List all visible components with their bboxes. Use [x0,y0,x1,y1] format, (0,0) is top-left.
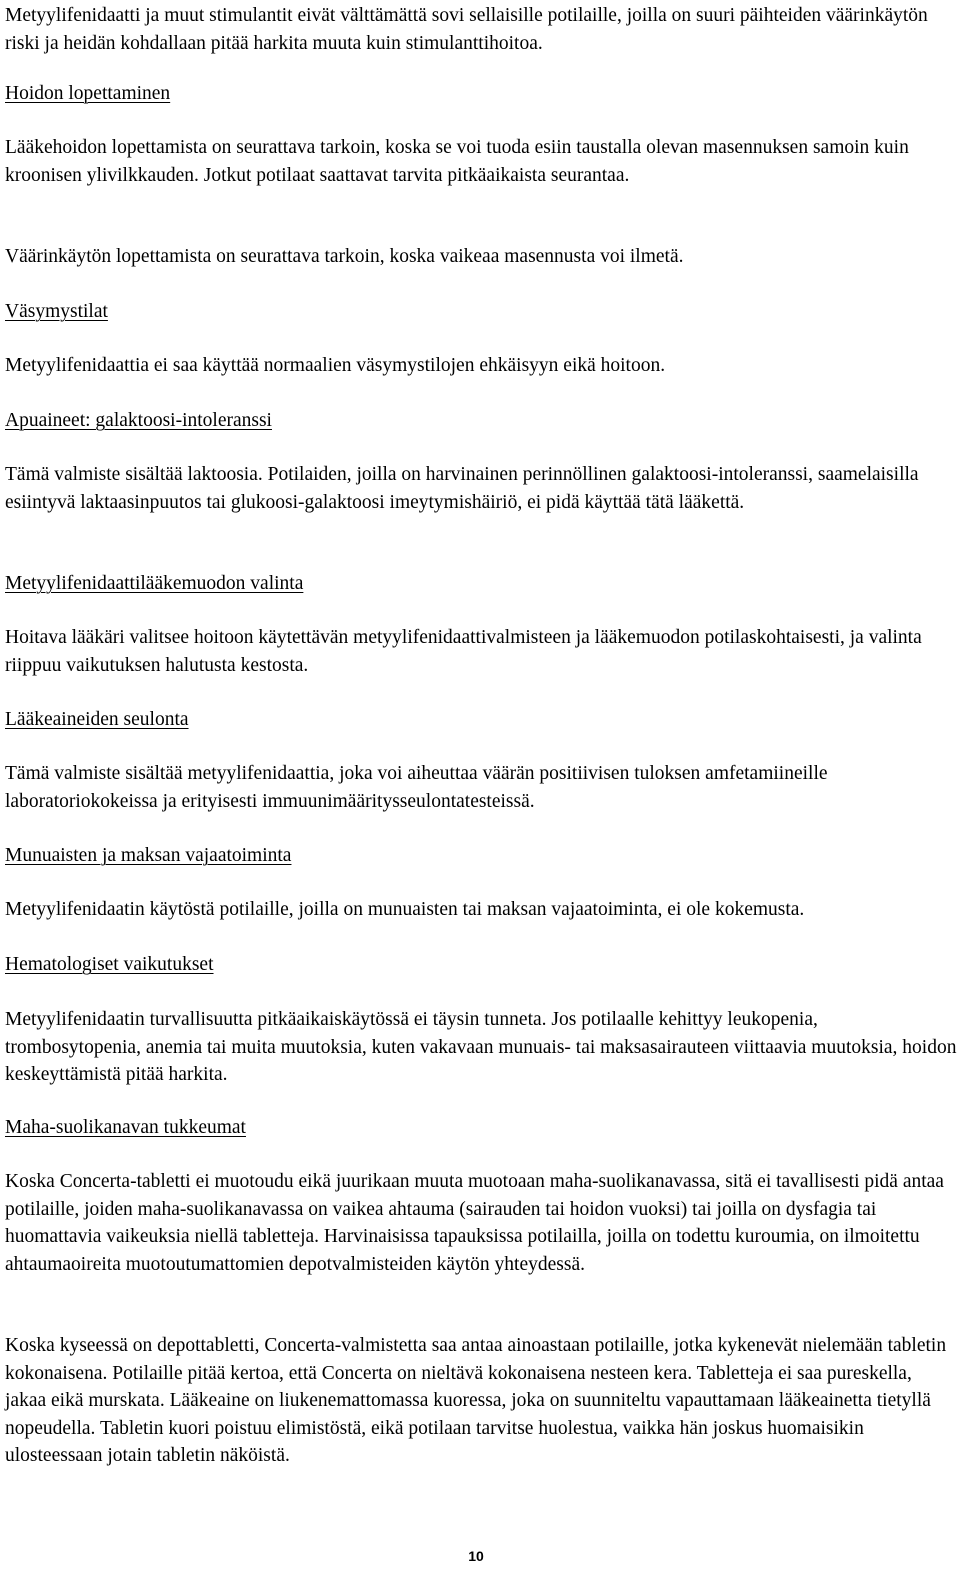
section-heading-apuaineet: Apuaineet: galaktoosi-intoleranssi [5,410,272,431]
paragraph-hoidon-lopettaminen-2: Väärinkäytön lopettamista on seurattava tarkoin, koska vaikeaa masennusta voi ilmetä. [5,246,684,267]
section-heading-hematologiset: Hematologiset vaikutukset [5,954,214,975]
paragraph-munuaisten-ja-maksan: Metyylifenidaatin käytöstä potilaille, joilla on munuaisten tai maksan vajaatoiminta, ei ole kokemusta. [5,899,805,920]
page-number: 10 [468,1548,484,1564]
section-heading-munuaisten-ja-maksan: Munuaisten ja maksan vajaatoiminta [5,845,292,866]
paragraph-vasymystilat: Metyylifenidaattia ei saa käyttää normaalien väsymystilojen ehkäisyyn eikä hoitoon. [5,355,666,376]
section-heading-laakemuodon-valinta: Metyylifenidaattilääkemuodon valinta [5,573,304,594]
paragraph-laakeaineiden-seulonta: Tämä valmiste sisältää metyylifenidaattia, joka voi aiheuttaa väärän positiivisen tuloksen amfetamiineille laboratoriokokeissa ja erityisesti immuunimääritysseulontatesteissä. [5,763,828,812]
paragraph-hematologiset: Metyylifenidaatin turvallisuutta pitkäaikaiskäytössä ei täysin tunneta. Jos potilaalle kehittyy leukopenia, trombosytopenia, anemia tai muita muutoksia, kuten vakavaan munuais- tai maksasairauteen viittaavia muutoksia, hoidon keskeyttämistä pitää harkita. [5,1009,957,1085]
section-heading-hoidon-lopettaminen: Hoidon lopettaminen [5,83,171,104]
paragraph-maha-suolikanava-1: Koska Concerta-tabletti ei muotoudu eikä juurikaan muuta muotoaan maha-suolikanavassa, sitä ei tavallisesti pidä antaa potilaille, joiden maha-suolikanavassa on vaikea ahtauma (sairauden tai hoidon vuoksi) tai joilla on dysfagia tai huomattavia vaikeuksia niellä tabletteja. Harvinaisissa tapauksissa potilailla, joilla on todettu kuroumia, on ilmoitettu ahtaumaoireita muotoutumattomien depotvalmisteiden käytön yhteydessä. [5,1171,944,1275]
paragraph-apuaineet: Tämä valmiste sisältää laktoosia. Potilaiden, joilla on harvinainen perinnöllinen galaktoosi-intoleranssi, saamelaisilla esiintyvä laktaasinpuutos tai glukoosi-galaktoosi imeytymishäiriö, ei pidä käyttää tätä lääkettä. [5,464,919,513]
paragraph-laakemuodon-valinta: Hoitava lääkäri valitsee hoitoon käytettävän metyylifenidaattivalmisteen ja lääkemuodon potilaskohtaisesti, ja valinta riippuu vaikutuksen halutusta kestosta. [5,627,922,676]
paragraph-maha-suolikanava-2: Koska kyseessä on depottabletti, Concerta-valmistetta saa antaa ainoastaan potilaille, jotka kykenevät nielemään tabletin kokonaisena. Potilaille pitää kertoa, että Concerta on nieltävä kokonaisena nesteen kera. Tabletteja ei saa pureskella, jakaa eikä murskata. Lääkeaine on liukenemattomassa kuoressa, joka on suunniteltu vapauttamaan lääkeainetta tietyllä nopeudella. Tabletin kuori poistuu elimistöstä, eikä potilaan tarvitse huolestua, vaikka hän joskus huomaisikin ulosteessaan jotain tabletin näköistä. [5,1335,947,1466]
section-heading-vasymystilat: Väsymystilat [5,301,108,322]
section-heading-maha-suolikanava: Maha-suolikanavan tukkeumat [5,1117,246,1138]
paragraph-hoidon-lopettaminen-1: Lääkehoidon lopettamista on seurattava tarkoin, koska se voi tuoda esiin taustalla olevan masennuksen samoin kuin kroonisen ylivilkkauden. Jotkut potilaat saattavat tarvita pitkäaikaista seurantaa. [5,137,909,186]
section-heading-laakeaineiden-seulonta: Lääkeaineiden seulonta [5,709,189,730]
intro-paragraph: Metyylifenidaatti ja muut stimulantit eivät välttämättä sovi sellaisille potilaille, joilla on suuri päihteiden väärinkäytön riski ja heidän kohdallaan pitää harkita muuta kuin stimulanttihoitoa. [5,5,928,54]
